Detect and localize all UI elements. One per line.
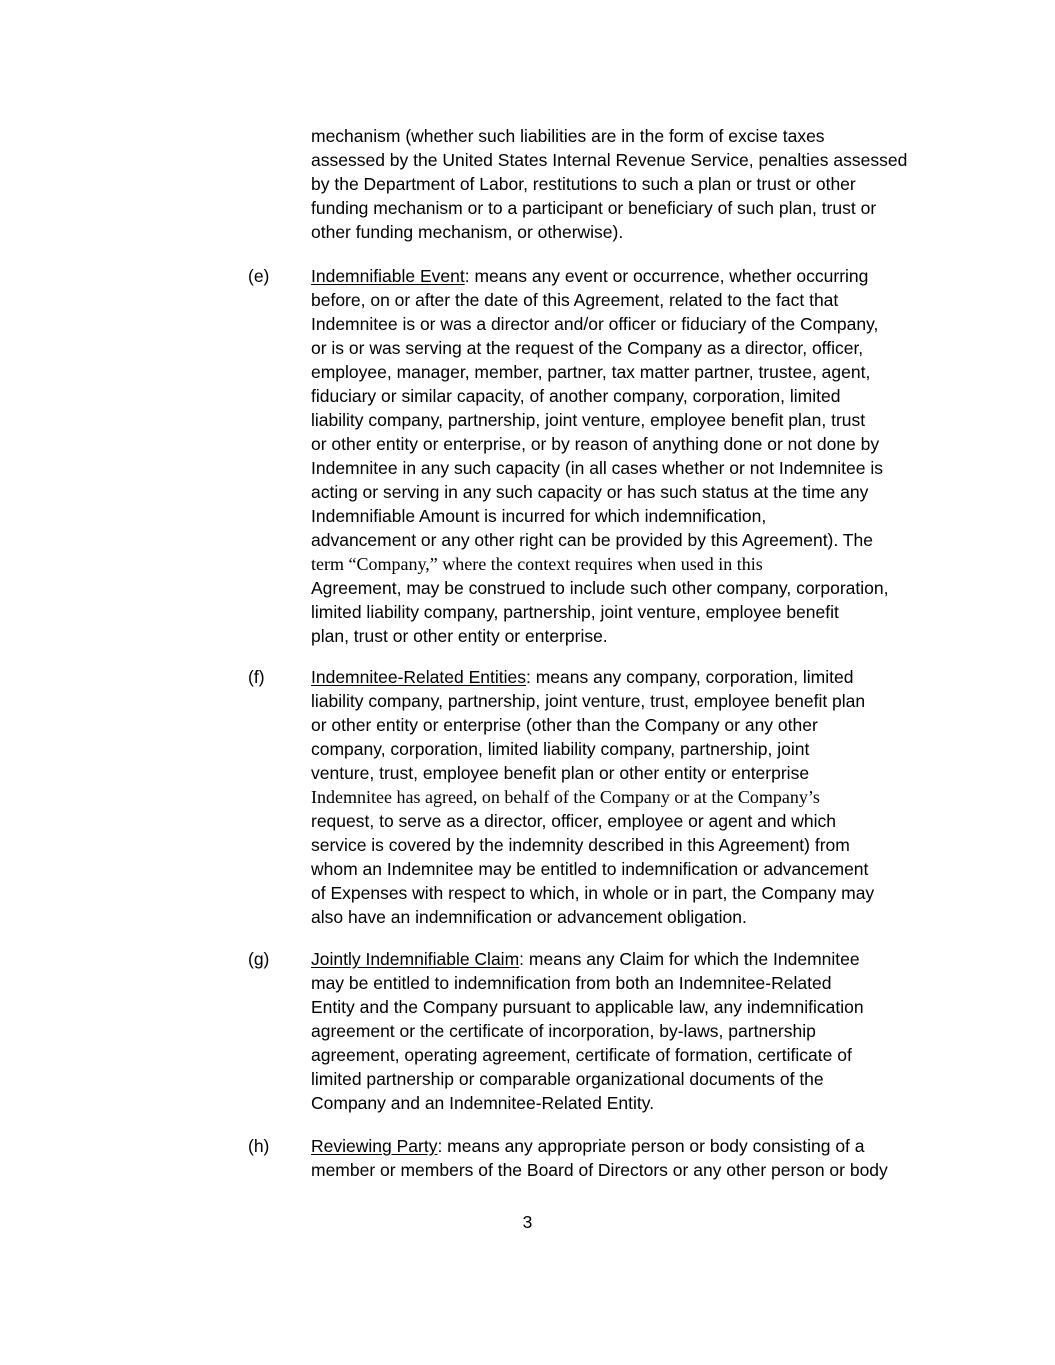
definition-indemnitee-related-entities: [311, 665, 941, 929]
paragraph-line: Indemnifiable Amount is incurred for which indemnification,: [311, 506, 767, 526]
paragraph-line: [311, 665, 941, 689]
page-number: 3: [522, 1212, 533, 1232]
paragraph-line: company, corporation, limited liability company, partnership, joint: [311, 739, 810, 759]
paragraph-line: Indemnitee is or was a director and/or officer or fiduciary of the Company,: [311, 314, 879, 334]
definition-jointly-indemnifiable-claim: [311, 947, 941, 1115]
paragraph-line: funding mechanism or to a participant or beneficiary of such plan, trust or: [311, 198, 877, 218]
defined-term: Indemnifiable Event: [311, 266, 465, 286]
definition-indemnifiable-event: [311, 264, 941, 648]
paragraph-line: or other entity or enterprise (other than the Company or any other: [311, 715, 818, 735]
paragraph-line: plan, trust or other entity or enterprise.: [311, 626, 608, 646]
paragraph-line: liability company, partnership, joint venture, trust, employee benefit plan: [311, 691, 866, 711]
paragraph-line: mechanism (whether such liabilities are in the form of excise taxes: [311, 126, 825, 146]
defined-term: Indemnitee-Related Entities: [311, 667, 526, 687]
paragraph-line: Entity and the Company pursuant to applicable law, any indemnification: [311, 997, 864, 1017]
paragraph-line: advancement or any other right can be provided by this Agreement). The: [311, 530, 873, 550]
paragraph-line: also have an indemnification or advancement obligation.: [311, 907, 747, 927]
paragraph-line: term “Company,” where the context requires when used in this: [311, 554, 763, 574]
item-label-h: (h): [248, 1136, 270, 1156]
paragraph-line: [311, 947, 941, 971]
paragraph-line: fiduciary or similar capacity, of another company, corporation, limited: [311, 386, 841, 406]
paragraph-line: before, on or after the date of this Agreement, related to the fact that: [311, 290, 839, 310]
paragraph-line: limited liability company, partnership, joint venture, employee benefit: [311, 602, 839, 622]
paragraph-line: Indemnitee has agreed, on behalf of the Company or at the Company’s: [311, 787, 820, 807]
definition-reviewing-party: [311, 1134, 941, 1182]
paragraph-line: assessed by the United States Internal Revenue Service, penalties assessed: [311, 150, 908, 170]
definition-text: : means any company, corporation, limited: [525, 667, 854, 687]
paragraph-line: [311, 1134, 941, 1158]
paragraph-line: limited partnership or comparable organizational documents of the: [311, 1069, 824, 1089]
paragraph-line: Agreement, may be construed to include such other company, corporation,: [311, 578, 889, 598]
paragraph-line: or other entity or enterprise, or by reason of anything done or not done by: [311, 434, 880, 454]
continuation-paragraph: [311, 124, 941, 244]
paragraph-line: or is or was serving at the request of the Company as a director, officer,: [311, 338, 864, 358]
paragraph-line: may be entitled to indemnification from both an Indemnitee-Related: [311, 973, 832, 993]
paragraph-line: of Expenses with respect to which, in whole or in part, the Company may: [311, 883, 875, 903]
paragraph-line: liability company, partnership, joint venture, employee benefit plan, trust: [311, 410, 866, 430]
defined-term: Reviewing Party: [311, 1136, 438, 1156]
definition-text: : means any event or occurrence, whether occurring: [464, 266, 869, 286]
paragraph-line: other funding mechanism, or otherwise).: [311, 222, 624, 242]
paragraph-line: [311, 264, 941, 288]
paragraph-line: member or members of the Board of Directors or any other person or body: [311, 1160, 888, 1180]
defined-term: Jointly Indemnifiable Claim: [311, 949, 520, 969]
paragraph-line: agreement or the certificate of incorporation, by-laws, partnership: [311, 1021, 816, 1041]
paragraph-line: whom an Indemnitee may be entitled to indemnification or advancement: [311, 859, 869, 879]
definition-text: : means any Claim for which the Indemnitee: [519, 949, 860, 969]
paragraph-line: acting or serving in any such capacity or has such status at the time any: [311, 482, 869, 502]
definition-text: : means any appropriate person or body consisting of a: [437, 1136, 865, 1156]
paragraph-line: Indemnitee in any such capacity (in all cases whether or not Indemnitee is: [311, 458, 883, 478]
paragraph-line: request, to serve as a director, officer, employee or agent and which: [311, 811, 836, 831]
paragraph-line: service is covered by the indemnity described in this Agreement) from: [311, 835, 850, 855]
paragraph-line: Company and an Indemnitee-Related Entity.: [311, 1093, 655, 1113]
item-label-f: (f): [248, 667, 265, 687]
paragraph-line: venture, trust, employee benefit plan or other entity or enterprise: [311, 763, 810, 783]
item-label-g: (g): [248, 949, 270, 969]
paragraph-line: agreement, operating agreement, certificate of formation, certificate of: [311, 1045, 852, 1065]
paragraph-line: employee, manager, member, partner, tax matter partner, trustee, agent,: [311, 362, 871, 382]
paragraph-line: by the Department of Labor, restitutions to such a plan or trust or other: [311, 174, 856, 194]
item-label-e: (e): [248, 266, 270, 286]
